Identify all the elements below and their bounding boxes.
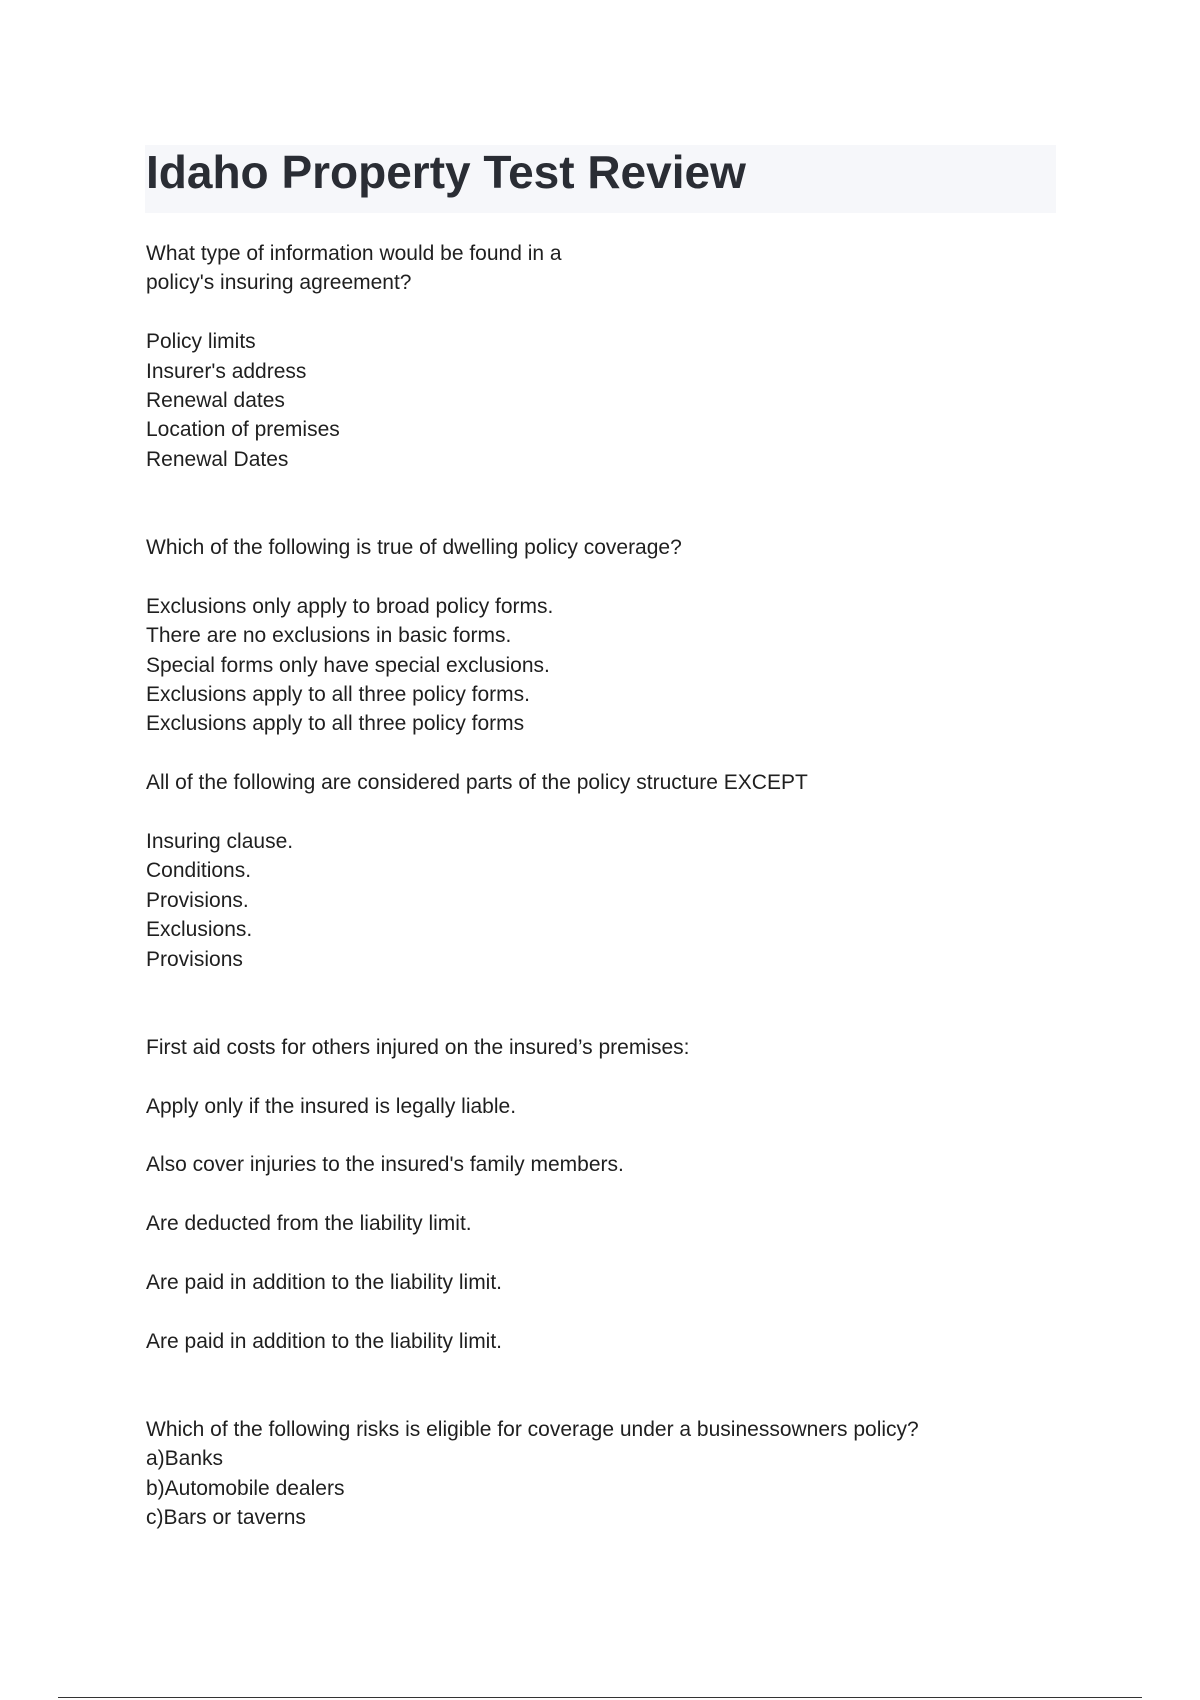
question-prompt: All of the following are considered parts of the policy structure EXCEPT xyxy=(146,771,808,795)
answer-option: Apply only if the insured is legally liable. xyxy=(146,1094,517,1118)
page-title: Idaho Property Test Review xyxy=(146,146,746,198)
answer-option: a)Banks xyxy=(146,1447,224,1471)
question-list xyxy=(146,239,1046,1533)
correct-answer: Exclusions apply to all three policy forms xyxy=(146,712,525,736)
question-block xyxy=(146,1033,1046,1356)
correct-answer: Are paid in addition to the liability limit. xyxy=(146,1329,503,1353)
answer-option: b)Automobile dealers xyxy=(146,1476,345,1500)
answer-option: Renewal dates xyxy=(146,389,285,413)
footer-divider xyxy=(58,1697,1142,1698)
answer-option: Insurer's address xyxy=(146,359,307,383)
answer-option: Policy limits xyxy=(146,330,256,354)
question-block xyxy=(146,533,1046,739)
question-prompt: Which of the following risks is eligible for coverage under a businessowners policy? xyxy=(146,1418,919,1442)
question-block xyxy=(146,768,1046,974)
answer-option: Conditions. xyxy=(146,859,252,883)
correct-answer: Renewal Dates xyxy=(146,447,289,471)
question-prompt: policy's insuring agreement? xyxy=(146,271,412,295)
answer-option: c)Bars or taverns xyxy=(146,1506,306,1530)
question-block xyxy=(146,1415,1046,1533)
question-prompt: What type of information would be found in a xyxy=(146,242,562,265)
answer-option: Provisions. xyxy=(146,888,249,912)
question-prompt: First aid costs for others injured on the insured’s premises: xyxy=(146,1035,690,1059)
answer-option: Are paid in addition to the liability limit. xyxy=(146,1271,503,1295)
correct-answer: Provisions xyxy=(146,947,243,971)
answer-option: Special forms only have special exclusions. xyxy=(146,653,550,677)
answer-option: Exclusions. xyxy=(146,918,253,942)
answer-option: Are deducted from the liability limit. xyxy=(146,1212,472,1236)
answer-option: Insuring clause. xyxy=(146,830,294,854)
question-block xyxy=(146,239,1046,474)
answer-option: Also cover injuries to the insured's family members. xyxy=(146,1153,624,1177)
answer-option: Location of premises xyxy=(146,418,340,442)
answer-option: Exclusions apply to all three policy forms. xyxy=(146,683,530,707)
answer-option: There are no exclusions in basic forms. xyxy=(146,624,512,648)
answer-option: Exclusions only apply to broad policy forms. xyxy=(146,594,554,618)
question-prompt: Which of the following is true of dwelling policy coverage? xyxy=(146,536,682,560)
